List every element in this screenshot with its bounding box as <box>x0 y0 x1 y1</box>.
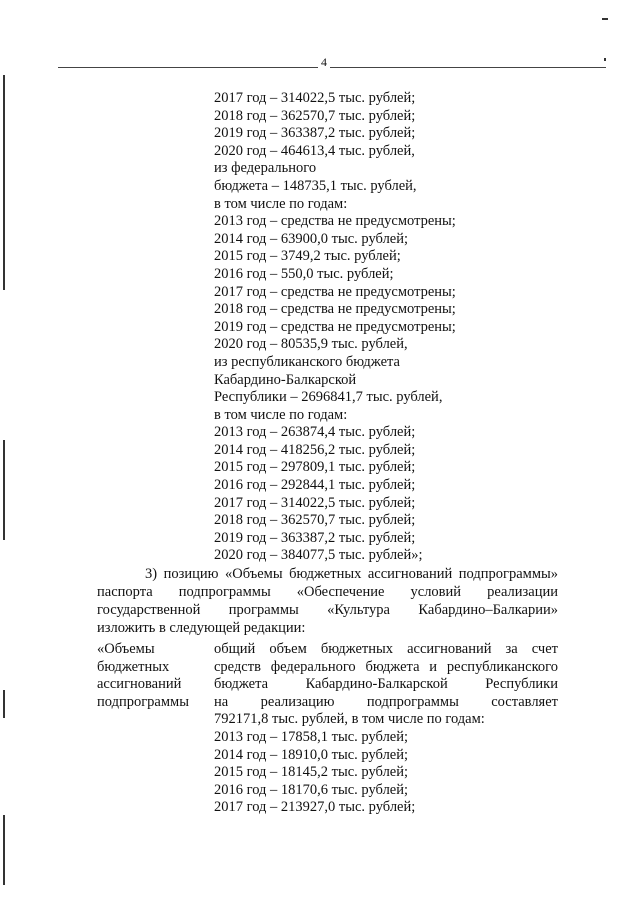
paragraph-line: паспорта подпрограммы «Обеспечение условий реализации <box>97 584 558 600</box>
table-value-line: 2016 год – 18170,6 тыс. рублей; <box>214 781 409 798</box>
list-line: 2018 год – 362570,7 тыс. рублей; <box>214 107 416 124</box>
list-line: 2016 год – 550,0 тыс. рублей; <box>214 265 394 282</box>
header-rule <box>58 67 606 68</box>
list-line: 2020 год – 464613,4 тыс. рублей, <box>214 142 415 159</box>
paragraph-line: государственной программы «Культура Кабардино–Балкарии» <box>97 602 558 618</box>
table-value-column <box>214 641 558 817</box>
page-number: 4 <box>318 56 330 68</box>
list-line: 2020 год – 384077,5 тыс. рублей»; <box>214 547 423 564</box>
scan-mark <box>604 58 606 61</box>
list-line: бюджета – 148735,1 тыс. рублей, <box>214 177 417 194</box>
table-value-line: 792171,8 тыс. рублей, в том числе по годам: <box>214 711 485 728</box>
list-line: 2018 год – средства не предусмотрены; <box>214 301 456 318</box>
table-value-line: 2014 год – 18910,0 тыс. рублей; <box>214 746 409 763</box>
list-line: 2019 год – 363387,2 тыс. рублей; <box>214 125 416 142</box>
list-line: 2020 год – 80535,9 тыс. рублей, <box>214 336 408 353</box>
list-line: 2019 год – 363387,2 тыс. рублей; <box>214 529 416 546</box>
table-value-line: 2017 год – 213927,0 тыс. рублей; <box>214 799 416 816</box>
table-value-line: на реализацию подпрограммы составляет <box>214 693 558 710</box>
list-line: 2015 год – 3749,2 тыс. рублей; <box>214 248 401 265</box>
table-value-line: бюджета Кабардино-Балкарской Республики <box>214 676 558 693</box>
list-line: в том числе по годам: <box>214 406 348 423</box>
list-line: 2014 год – 418256,2 тыс. рублей; <box>214 441 416 458</box>
list-line: 2017 год – 314022,5 тыс. рублей; <box>214 90 416 106</box>
scan-mark <box>602 18 608 20</box>
table-value-line: средств федерального бюджета и республиканского <box>214 658 558 675</box>
list-line: 2014 год – 63900,0 тыс. рублей; <box>214 230 409 247</box>
scan-mark <box>3 440 5 540</box>
table-label-line: бюджетных <box>97 658 170 675</box>
table-value-line: 2015 год – 18145,2 тыс. рублей; <box>214 764 409 781</box>
list-line: из федерального <box>214 160 317 177</box>
list-line: Республики – 2696841,7 тыс. рублей, <box>214 389 443 406</box>
list-line: 2016 год – 292844,1 тыс. рублей; <box>214 477 416 494</box>
table-label-column <box>97 641 189 711</box>
table-value-line: общий объем бюджетных ассигнований за счет <box>214 641 558 657</box>
list-line: 2013 год – средства не предусмотрены; <box>214 213 456 230</box>
list-line: из республиканского бюджета <box>214 353 400 370</box>
table-label-line: подпрограммы <box>97 693 189 710</box>
list-line: 2017 год – 314022,5 тыс. рублей; <box>214 494 416 511</box>
list-line: 2019 год – средства не предусмотрены; <box>214 318 456 335</box>
amendment-paragraph <box>97 565 558 637</box>
scan-mark <box>3 75 5 290</box>
list-line: 2017 год – средства не предусмотрены; <box>214 283 456 300</box>
list-line: Кабардино-Балкарской <box>214 371 357 388</box>
table-label-line: «Объемы <box>97 641 155 657</box>
scan-mark <box>3 690 5 718</box>
list-line: в том числе по годам: <box>214 195 348 212</box>
list-line: 2018 год – 362570,7 тыс. рублей; <box>214 512 416 529</box>
paragraph-line: изложить в следующей редакции: <box>97 620 306 636</box>
list-line: 2013 год – 263874,4 тыс. рублей; <box>214 424 416 441</box>
scan-mark <box>3 815 5 885</box>
table-label-line: ассигнований <box>97 676 182 693</box>
paragraph-line: 3) позицию «Объемы бюджетных ассигнований подпрограммы» <box>145 566 558 582</box>
funding-list <box>214 90 456 565</box>
table-value-line: 2013 год – 17858,1 тыс. рублей; <box>214 728 409 745</box>
list-line: 2015 год – 297809,1 тыс. рублей; <box>214 459 416 476</box>
